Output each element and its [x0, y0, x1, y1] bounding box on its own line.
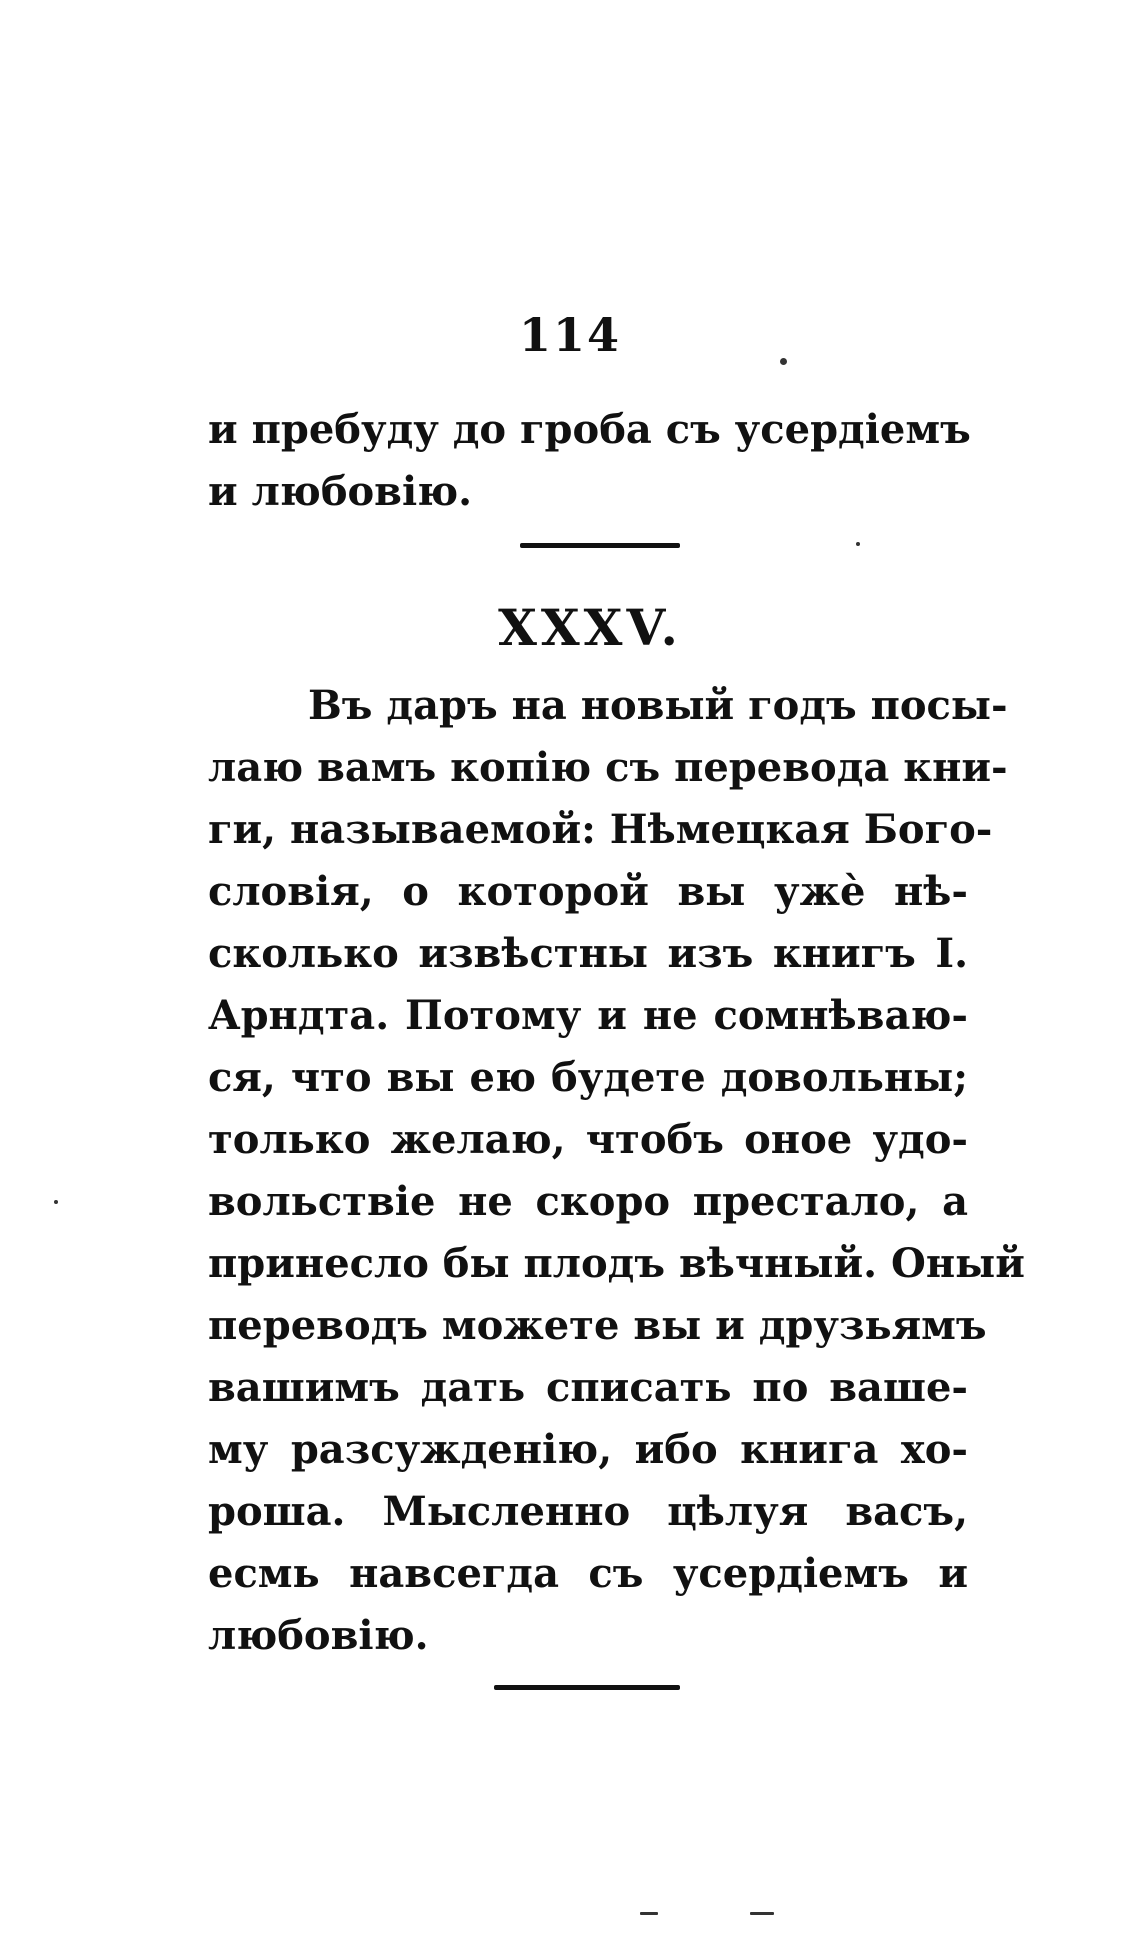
text-line: сколько извѣстны изъ книгъ І.	[208, 930, 968, 977]
text-line: вашимъ дать списать по ваше-	[208, 1364, 968, 1411]
text-line: есмь навсегда съ усердіемъ и	[208, 1550, 968, 1597]
text-line: любовію.	[208, 1612, 429, 1659]
end-divider	[494, 1685, 680, 1690]
text-line: ся, что вы ею будете довольны;	[208, 1054, 968, 1101]
section-heading: XXXV.	[498, 598, 682, 657]
text-line: переводъ можете вы и друзьямъ	[208, 1302, 987, 1349]
text-line: принесло бы плодъ вѣчный. Оный	[208, 1240, 1025, 1287]
text-line: словія, о которой вы ужè нѣ-	[208, 868, 968, 915]
text-line: и пребуду до гроба съ усердіемъ	[208, 406, 971, 453]
text-line: роша. Мысленно цѣлуя васъ,	[208, 1488, 968, 1535]
scan-speck	[856, 542, 860, 546]
section-divider	[520, 543, 680, 548]
text-line: му разсужденію, ибо книга хо-	[208, 1426, 968, 1473]
text-line: Арндта. Потому и не сомнѣваю-	[208, 992, 968, 1039]
text-line: Въ даръ на новый годъ посы-	[308, 682, 1008, 729]
scan-speck	[750, 1912, 774, 1915]
text-line: ги, называемой: Нѣмецкая Бого-	[208, 806, 993, 853]
scan-speck	[780, 358, 787, 365]
text-line: и любовію.	[208, 468, 473, 515]
scan-speck	[54, 1200, 58, 1204]
scan-speck	[640, 1912, 658, 1915]
text-line: только желаю, чтобъ оное удо-	[208, 1116, 968, 1163]
page-number: 114	[518, 308, 622, 362]
text-line: вольствіе не скоро престало, а	[208, 1178, 968, 1225]
text-line: лаю вамъ копію съ перевода кни-	[208, 744, 1008, 791]
